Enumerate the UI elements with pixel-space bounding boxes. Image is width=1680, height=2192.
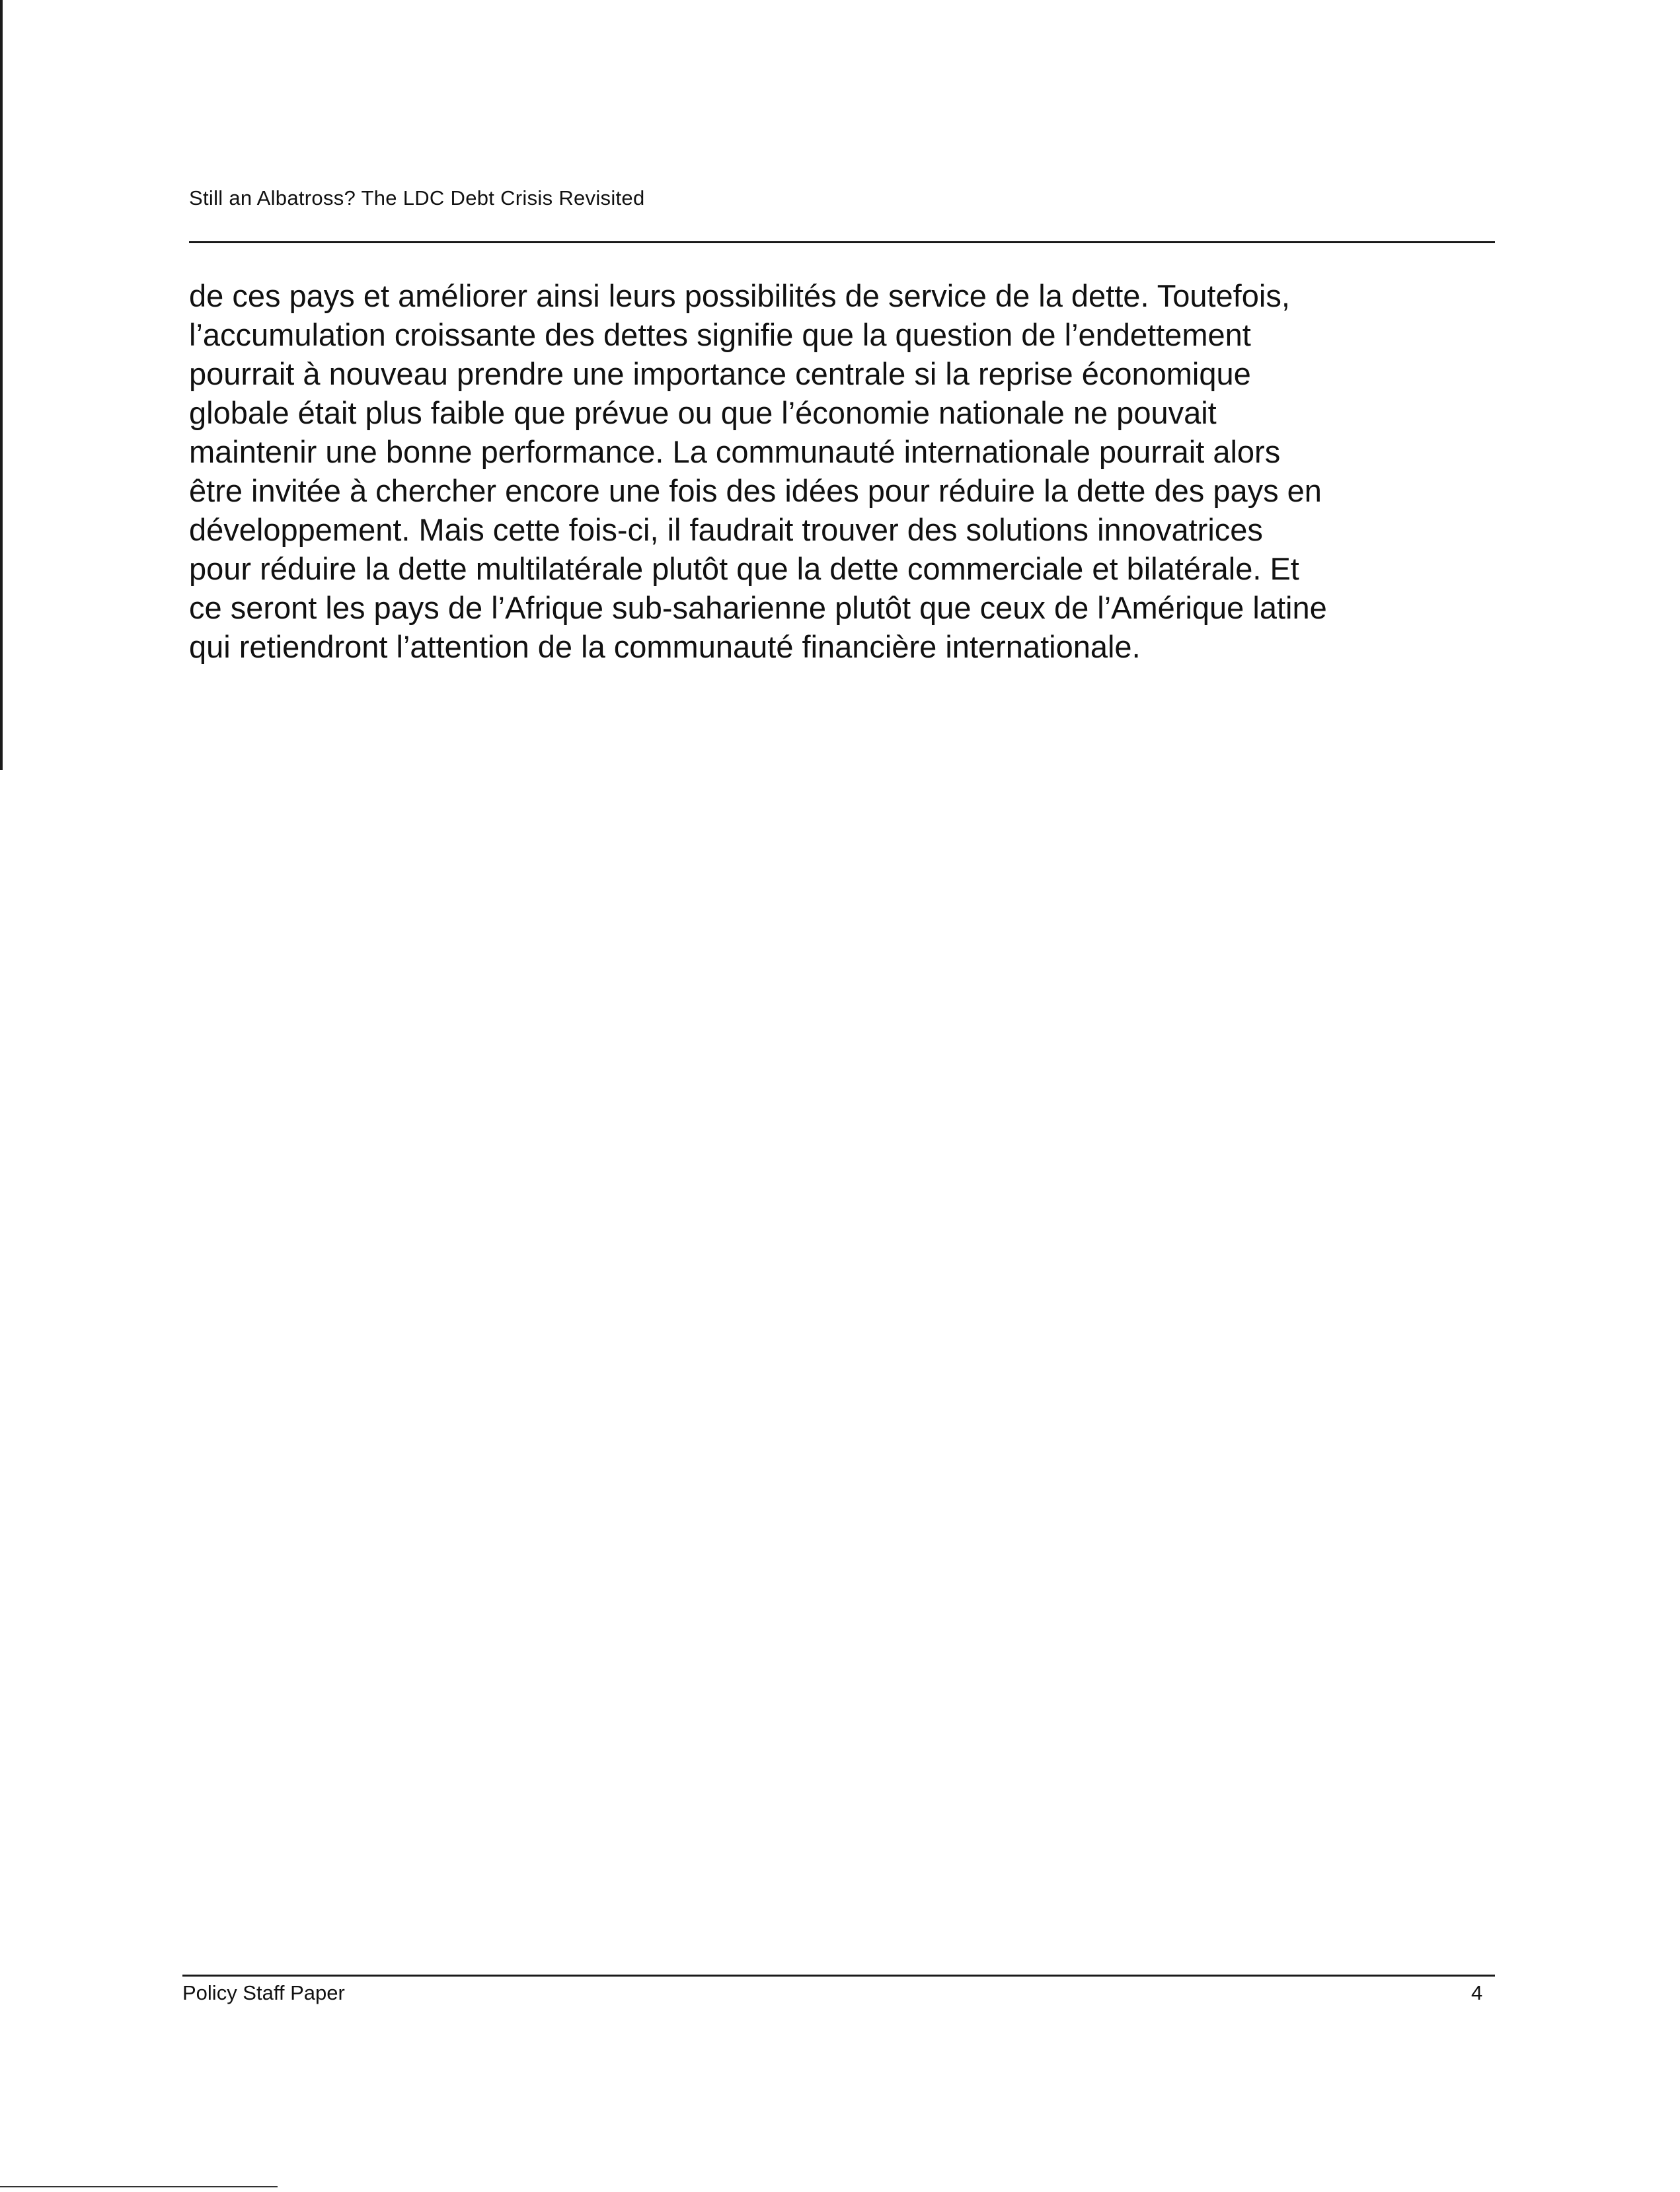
page-number: 4 (1471, 1981, 1483, 2004)
paragraph-line: l’accumulation croissante des dettes signifie que la question de l’endettement (189, 317, 1251, 352)
paragraph-line: développement. Mais cette fois-ci, il faudrait trouver des solutions innovatrices (189, 512, 1263, 547)
paragraph-line: qui retiendront l’attention de la communauté financière internationale. (189, 629, 1141, 664)
footer-series-label: Policy Staff Paper (182, 1981, 345, 2004)
paragraph-line: maintenir une bonne performance. La communauté internationale pourrait alors (189, 434, 1281, 469)
paragraph-line: ce seront les pays de l’Afrique sub-saharienne plutôt que ceux de l’Amérique latine (189, 590, 1327, 625)
scan-left-edge (0, 0, 3, 770)
running-header: Still an Albatross? The LDC Debt Crisis Revisited (189, 186, 645, 209)
footer-rule (182, 1975, 1495, 1977)
scan-bottom-mark (0, 2186, 278, 2187)
body-paragraph (189, 276, 1504, 666)
paragraph-line: pourrait à nouveau prendre une importance centrale si la reprise économique (189, 356, 1251, 391)
paragraph-line: être invitée à chercher encore une fois des idées pour réduire la dette des pays en (189, 473, 1322, 508)
paragraph-line: globale était plus faible que prévue ou que l’économie nationale ne pouvait (189, 395, 1217, 430)
paragraph-line: de ces pays et améliorer ainsi leurs possibilités de service de la dette. Toutefois, (189, 278, 1290, 313)
header-rule (189, 241, 1495, 243)
paragraph-line: pour réduire la dette multilatérale plutôt que la dette commerciale et bilatérale. Et (189, 551, 1299, 586)
